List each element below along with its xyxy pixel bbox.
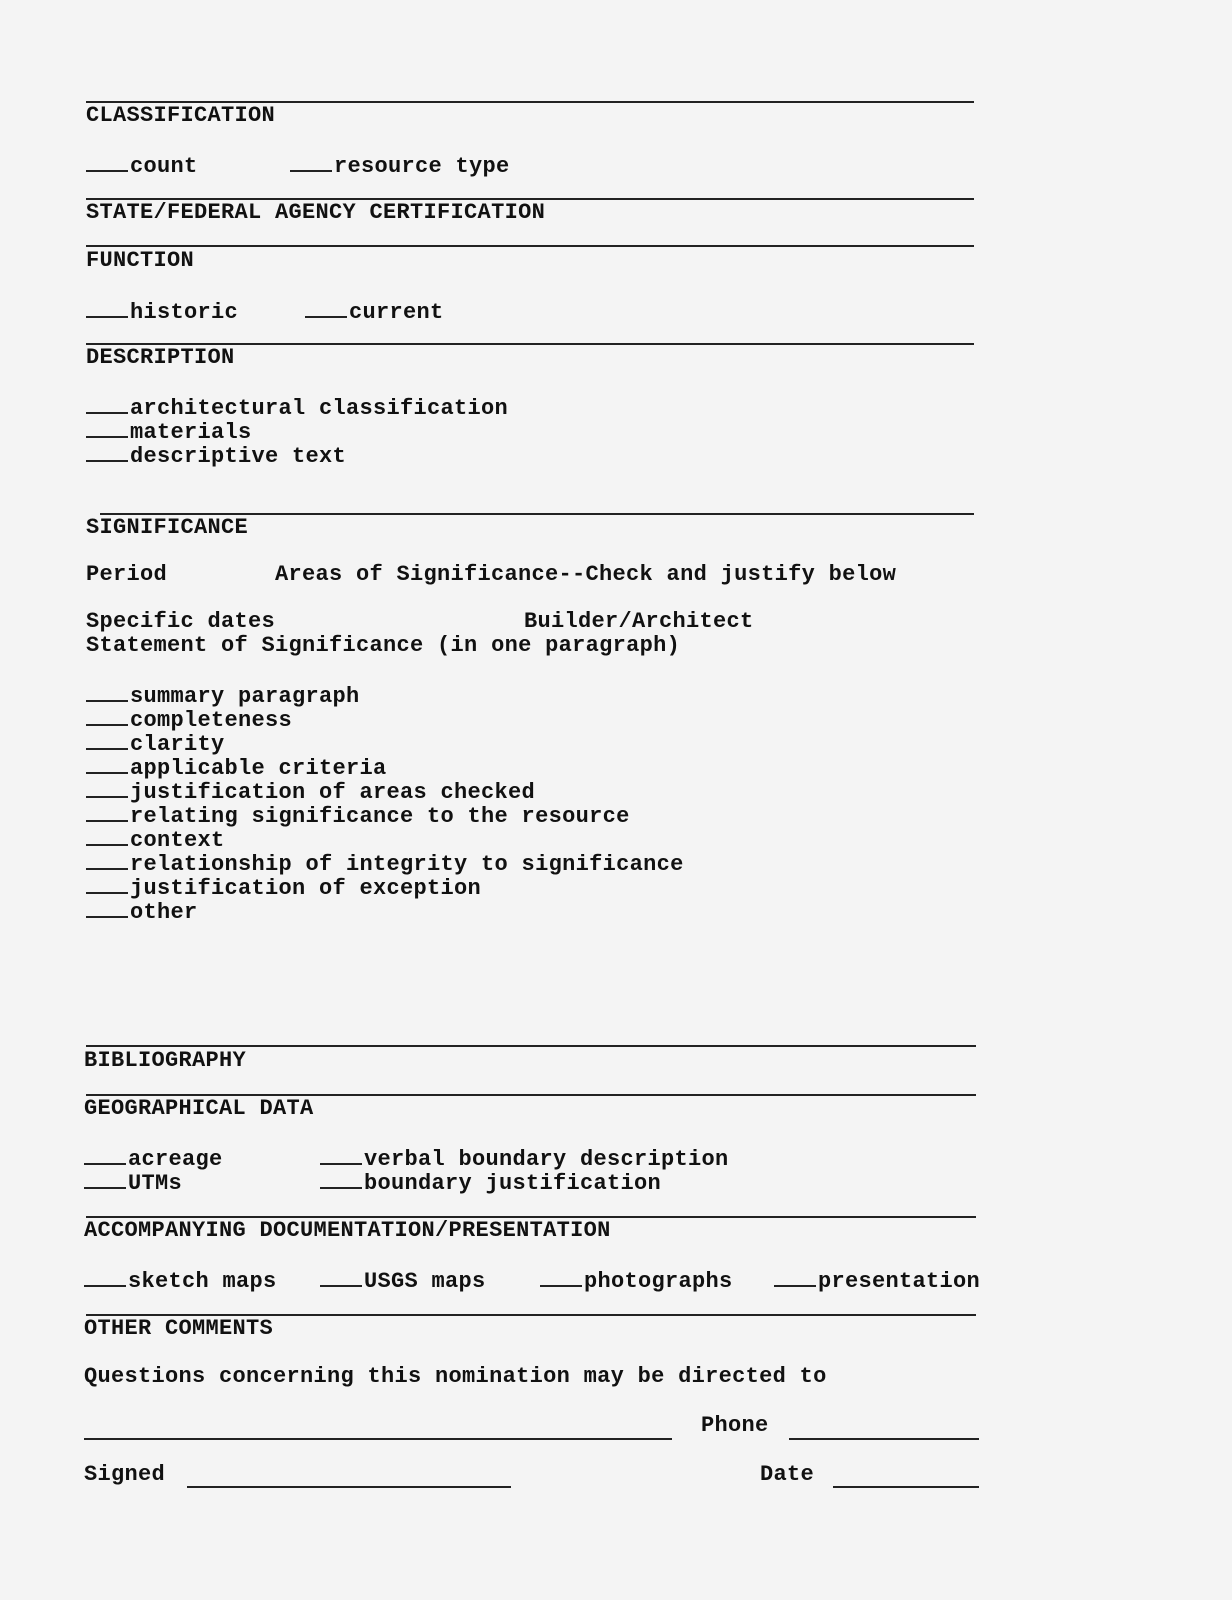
checkbox-label: completeness: [130, 708, 293, 733]
checkbox-label: clarity: [130, 732, 225, 757]
checkbox-line[interactable]: [86, 898, 128, 918]
checkbox-clarity[interactable]: [86, 730, 225, 757]
checkbox-label: justification of areas checked: [130, 780, 536, 805]
checkbox-line[interactable]: [774, 1267, 816, 1287]
checkbox-line[interactable]: [290, 152, 332, 172]
checkbox-label: photographs: [584, 1269, 733, 1294]
contact-name-field[interactable]: [84, 1438, 672, 1440]
checkbox-line[interactable]: [86, 778, 128, 798]
checkbox-line[interactable]: [84, 1267, 126, 1287]
checkbox-label: acreage: [128, 1147, 223, 1172]
checkbox-historic[interactable]: [86, 298, 238, 325]
specific-dates-label: Specific dates: [86, 609, 276, 634]
areas-label: Areas of Significance--Check and justify below: [275, 562, 897, 587]
checkbox-line[interactable]: [86, 754, 128, 774]
geographical-heading: GEOGRAPHICAL DATA: [84, 1096, 314, 1121]
checkbox-line[interactable]: [84, 1169, 126, 1189]
checkbox-label: current: [349, 300, 444, 325]
comments-heading: OTHER COMMENTS: [84, 1316, 274, 1341]
checkbox-line[interactable]: [86, 682, 128, 702]
checkbox-resource-type[interactable]: [290, 152, 510, 179]
date-label: Date: [760, 1462, 815, 1487]
checkbox-line[interactable]: [86, 418, 128, 438]
builder-architect-label: Builder/Architect: [524, 609, 754, 634]
checkbox-sketch-maps[interactable]: [84, 1267, 277, 1294]
checkbox-utms[interactable]: [84, 1169, 182, 1196]
section-rule: [86, 245, 974, 247]
checkbox-label: descriptive text: [130, 444, 347, 469]
checkbox-line[interactable]: [86, 152, 128, 172]
checkbox-label: USGS maps: [364, 1269, 486, 1294]
signed-label: Signed: [84, 1462, 166, 1487]
documentation-heading: ACCOMPANYING DOCUMENTATION/PRESENTATION: [84, 1218, 611, 1243]
checkbox-usgs-maps[interactable]: [320, 1267, 486, 1294]
checkbox-materials[interactable]: [86, 418, 252, 445]
checkbox-applicable-criteria[interactable]: [86, 754, 387, 781]
checkbox-line[interactable]: [86, 394, 128, 414]
checkbox-line[interactable]: [540, 1267, 582, 1287]
checkbox-label: count: [130, 154, 198, 179]
checkbox-label: presentation: [818, 1269, 981, 1294]
date-field[interactable]: [833, 1486, 979, 1488]
checkbox-justification-of-exception[interactable]: [86, 874, 481, 901]
checkbox-descriptive-text[interactable]: [86, 442, 346, 469]
checkbox-summary-paragraph[interactable]: [86, 682, 360, 709]
checkbox-line[interactable]: [86, 826, 128, 846]
section-rule: [86, 1045, 976, 1047]
checkbox-line[interactable]: [320, 1267, 362, 1287]
checkbox-architectural-classification[interactable]: [86, 394, 508, 421]
checkbox-label: materials: [130, 420, 252, 445]
statement-label: Statement of Significance (in one paragraph): [86, 633, 681, 658]
checkbox-context[interactable]: [86, 826, 225, 853]
checkbox-line[interactable]: [320, 1145, 362, 1165]
checkbox-line[interactable]: [305, 298, 347, 318]
checkbox-line[interactable]: [86, 850, 128, 870]
checkbox-line[interactable]: [84, 1145, 126, 1165]
checkbox-line[interactable]: [86, 730, 128, 750]
checkbox-label: summary paragraph: [130, 684, 360, 709]
checkbox-label: sketch maps: [128, 1269, 277, 1294]
checkbox-label: applicable criteria: [130, 756, 387, 781]
description-heading: DESCRIPTION: [86, 345, 235, 370]
checkbox-completeness[interactable]: [86, 706, 292, 733]
significance-heading: SIGNIFICANCE: [86, 515, 249, 540]
checkbox-label: context: [130, 828, 225, 853]
checkbox-line[interactable]: [86, 298, 128, 318]
checkbox-label: relating significance to the resource: [130, 804, 630, 829]
checkbox-label: relationship of integrity to significance: [130, 852, 684, 877]
checkbox-line[interactable]: [86, 802, 128, 822]
checkbox-count[interactable]: [86, 152, 198, 179]
checkbox-label: boundary justification: [364, 1171, 662, 1196]
checkbox-justification-of-areas[interactable]: [86, 778, 535, 805]
checkbox-label: historic: [130, 300, 239, 325]
bibliography-heading: BIBLIOGRAPHY: [84, 1048, 247, 1073]
certification-heading: STATE/FEDERAL AGENCY CERTIFICATION: [86, 200, 546, 225]
checkbox-photographs[interactable]: [540, 1267, 733, 1294]
checkbox-current[interactable]: [305, 298, 444, 325]
phone-label: Phone: [701, 1413, 769, 1438]
checkbox-label: resource type: [334, 154, 510, 179]
checkbox-presentation[interactable]: [774, 1267, 980, 1294]
checkbox-label: verbal boundary description: [364, 1147, 729, 1172]
checkbox-boundary-justification[interactable]: [320, 1169, 661, 1196]
phone-field[interactable]: [789, 1438, 979, 1440]
checkbox-other[interactable]: [86, 898, 198, 925]
checkbox-acreage[interactable]: [84, 1145, 223, 1172]
checkbox-line[interactable]: [86, 706, 128, 726]
function-heading: FUNCTION: [86, 248, 195, 273]
questions-text: Questions concerning this nomination may be directed to: [84, 1364, 827, 1389]
period-label: Period: [86, 562, 168, 587]
checkbox-relating-significance[interactable]: [86, 802, 630, 829]
checkbox-line[interactable]: [320, 1169, 362, 1189]
checkbox-integrity-to-significance[interactable]: [86, 850, 684, 877]
classification-heading: CLASSIFICATION: [86, 103, 276, 128]
checkbox-label: architectural classification: [130, 396, 509, 421]
signature-field[interactable]: [187, 1486, 511, 1488]
checkbox-line[interactable]: [86, 442, 128, 462]
checkbox-line[interactable]: [86, 874, 128, 894]
checkbox-verbal-boundary[interactable]: [320, 1145, 729, 1172]
checkbox-label: other: [130, 900, 198, 925]
checkbox-label: justification of exception: [130, 876, 482, 901]
checkbox-label: UTMs: [128, 1171, 183, 1196]
